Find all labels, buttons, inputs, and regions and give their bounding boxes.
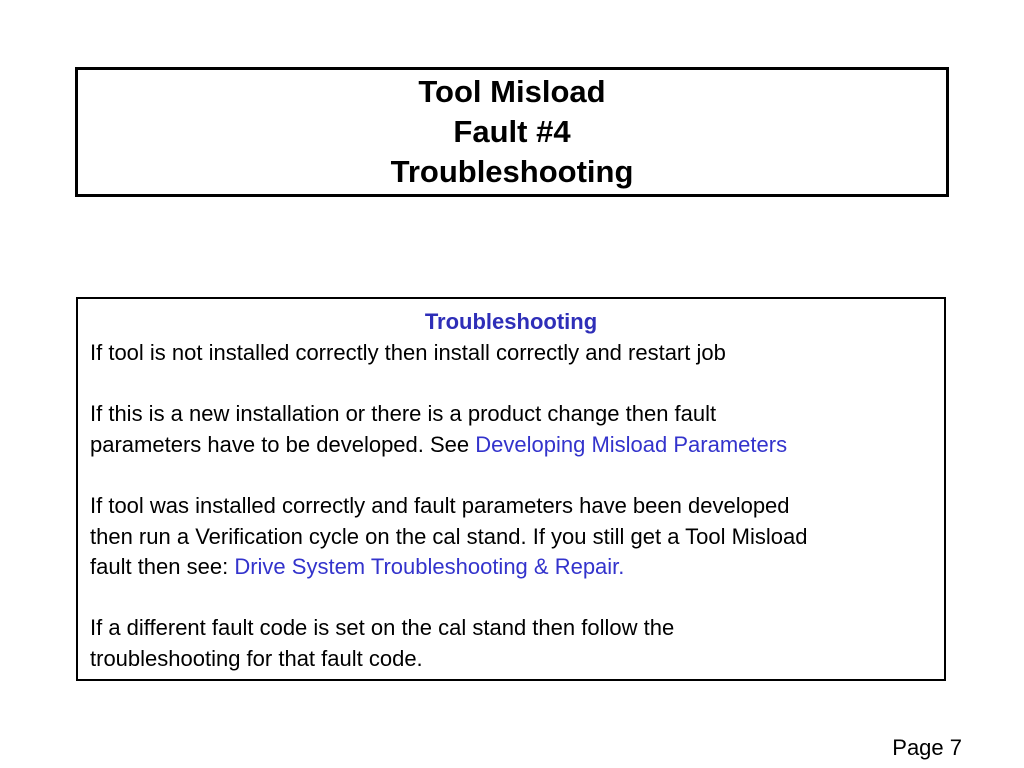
paragraph-new-installation [90,399,934,460]
troubleshooting-heading: Troubleshooting [424,309,598,334]
page-number: Page 7 [892,735,962,760]
title-line-2: Fault #4 [453,114,571,149]
troubleshooting-box [76,297,946,681]
paragraph-different-fault-code [90,613,934,674]
paragraph-1-line-1: If tool is not installed correctly then install correctly and restart job [90,340,726,365]
drive-system-troubleshooting-link[interactable]: Drive System Troubleshooting & Repair. [234,554,625,579]
paragraph-3-line-3-text: fault then see: [90,554,235,579]
paragraph-3-line-2: then run a Verification cycle on the cal stand. If you still get a Tool Misload [90,523,808,549]
paragraph-2-line-1: If this is a new installation or there is a product change then fault [90,401,717,426]
paragraph-4-line-2: troubleshooting for that fault code. [90,645,423,671]
paragraph-2-line-2 [90,430,934,461]
title-line-3: Troubleshooting [390,154,634,189]
title-box [75,67,949,197]
title-line-1: Tool Misload [418,74,606,109]
paragraph-3-line-1: If tool was installed correctly and fault parameters have been developed [90,493,790,518]
developing-misload-parameters-link[interactable]: Developing Misload Parameters [475,431,788,457]
paragraph-restart-job [90,338,934,369]
paragraph-2-line-2-text: parameters have to be developed. See [90,431,476,457]
paragraph-verification-cycle [90,491,934,583]
paragraph-4-line-1: If a different fault code is set on the cal stand then follow the [90,615,675,640]
paragraph-3-line-3 [90,552,934,583]
